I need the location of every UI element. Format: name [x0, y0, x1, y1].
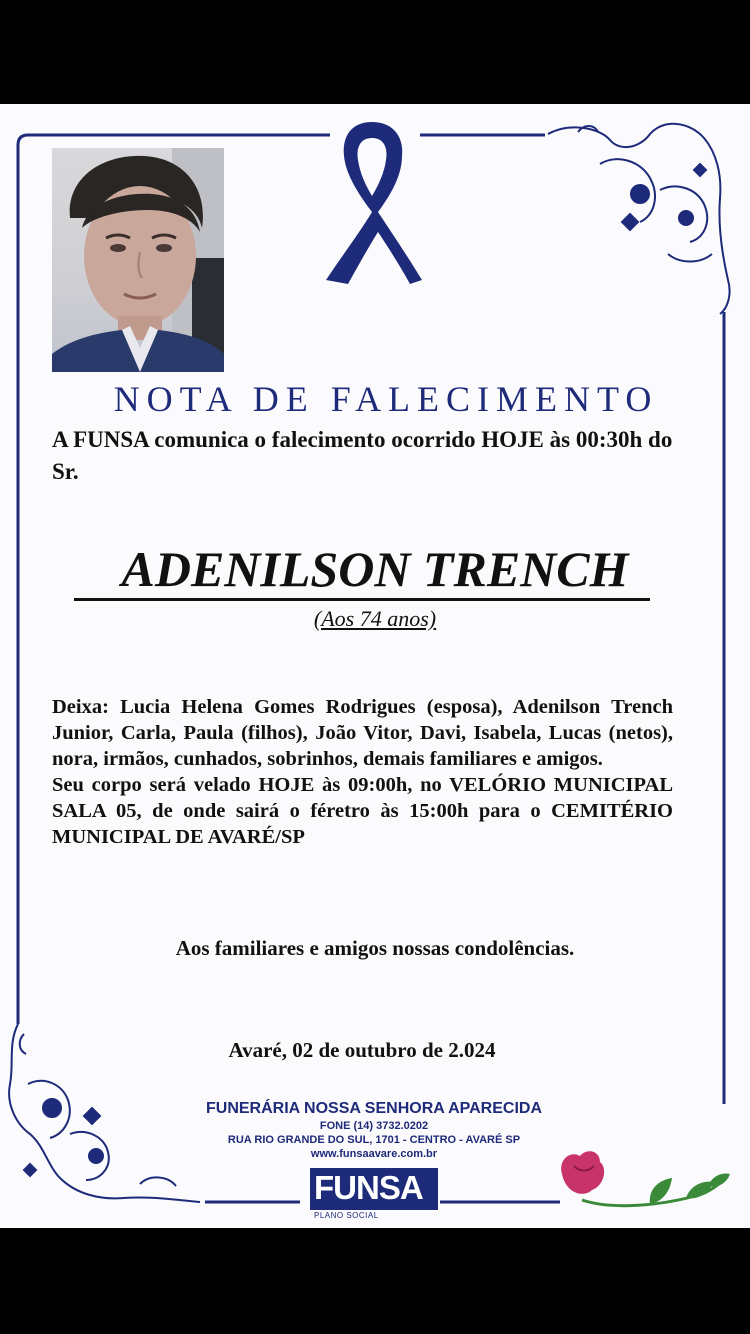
notice-body [52, 694, 673, 850]
announcement-intro: A FUNSA comunica o falecimento ocorrido HOJE às 00:30h do Sr. [52, 427, 673, 484]
deceased-photo [52, 148, 224, 372]
condolences-text: Aos familiares e amigos nossas condolências. [175, 936, 575, 960]
mourning-ribbon-icon [320, 116, 424, 286]
rose-icon [552, 1146, 732, 1210]
notice-date: Avaré, 02 de outubro de 2.024 [228, 1038, 496, 1062]
funeral-details: Seu corpo será velado HOJE às 09:00h, no VELÓRIO MUNICIPAL SALA 05, de onde sairá o féretro às 15:00h para o CEMITÉRIO MUNICIPAL DE AVARÉ/SP [52, 774, 673, 848]
company-address: RUA RIO GRANDE DO SUL, 1701 - CENTRO - AVARÉ SP [227, 1134, 521, 1146]
survivors-text: Deixa: Lucia Helena Gomes Rodrigues (esposa), Adenilson Trench Junior, Carla, Paula (filhos), João Vitor, Davi, Isabela, Lucas (netos), nora, irmãos, cunhados, sobrinhos, demais familiares e amigos. [52, 696, 673, 770]
deceased-age: (Aos 74 anos) [313, 606, 437, 631]
logo-subtitle: PLANO SOCIAL [314, 1211, 379, 1220]
company-website: www.funsaavare.com.br [310, 1148, 438, 1160]
floral-corner-ornament [548, 124, 730, 314]
company-name: FUNERÁRIA NOSSA SENHORA APARECIDA [205, 1100, 542, 1117]
deceased-name: ADENILSON TRENCH [121, 541, 629, 597]
funsa-logo [310, 1168, 438, 1220]
logo-text: FUNSA [314, 1169, 423, 1206]
name-underline [74, 598, 650, 601]
page-title: NOTA DE FALECIMENTO [113, 379, 659, 419]
company-phone: FONE (14) 3732.0202 [319, 1120, 429, 1132]
obituary-page [0, 104, 750, 1228]
